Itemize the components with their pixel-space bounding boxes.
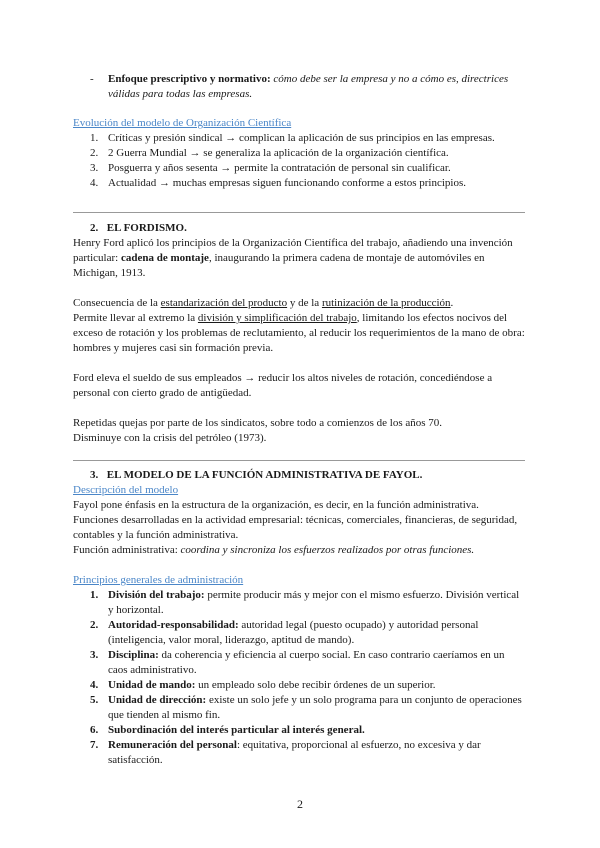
intro-bullet: [73, 72, 525, 102]
cadena-de-montaje: cadena de montaje: [120, 252, 209, 264]
evolution-section: [73, 116, 525, 191]
list-item: [73, 176, 525, 191]
principle-text: autoridad legal (puesto ocupado) y autoridad personal (inteligencia, valor moral, liderazgo, aptitud de mando).: [108, 619, 479, 646]
section-divider: [73, 212, 525, 213]
principle-text: da coherencia y eficiencia al cuerpo social. En caso contrario caeríamos en un caos administrativo.: [108, 649, 505, 676]
evolution-list: [73, 131, 525, 191]
page-number: 2: [297, 797, 303, 811]
fordismo-section: [73, 221, 525, 446]
fayol-heading: [73, 468, 525, 483]
list-item: [73, 648, 525, 678]
list-item: [73, 678, 525, 693]
list-num: 2.: [90, 147, 99, 159]
list-text: Actualidad → muchas empresas siguen funcionando conforme a estos principios.: [108, 177, 467, 189]
fordismo-heading: [73, 221, 525, 236]
list-item: [73, 588, 525, 618]
list-item: [73, 618, 525, 648]
fayol-desc-heading[interactable]: Descripción del modelo: [73, 484, 179, 496]
bullet-dash: -: [90, 73, 94, 85]
fordismo-p1: Henry Ford aplicó los principios de la Organización Científica del trabajo, añadiendo una invención particular: cadena de montaje, inaugurando la primera cadena de montaje de automóviles en Michigan, 1913.: [73, 237, 513, 279]
fayol-principles-heading[interactable]: Principios generales de administración: [73, 574, 244, 586]
principle-title: Remuneración del personal: [108, 739, 237, 751]
principle-text: : equitativa, proporcional al esfuerzo, no excesiva y dar satisfacción.: [108, 739, 481, 766]
list-num: 3.: [90, 162, 99, 174]
list-text: 2 Guerra Mundial → se generaliza la aplicación de la organización científica.: [108, 147, 449, 159]
fordismo-p3: Permite llevar al extremo la división y simplificación del trabajo, limitando los efectos nocivos del exceso de rotación y los problemas de reclutamiento, al reducir los requerimientos de la mano de obra: hombres y mujeres casi sin formación previa.: [73, 312, 525, 354]
fayol-section: [73, 468, 525, 768]
fordismo-p2: Consecuencia de la estandarización del producto y de la rutinización de la producción.: [73, 297, 454, 309]
intro-bold: Enfoque prescriptivo y normativo:: [108, 73, 271, 85]
evolution-heading[interactable]: Evolución del modelo de Organización Científica: [73, 117, 292, 129]
principle-title: Unidad de mando:: [108, 679, 196, 691]
intro-italic: cómo debe ser la empresa y no a cómo es, directrices válidas para todas las empresas.: [108, 73, 509, 100]
list-item: [73, 131, 525, 146]
list-num: 2.: [90, 619, 99, 631]
list-num: 4.: [90, 679, 99, 691]
principle-title: Disciplina:: [108, 649, 159, 661]
fordismo-p4: Ford eleva el sueldo de sus empleados → reducir los altos niveles de rotación, concediéndose a personal con cierto grado de antigüedad.: [73, 372, 493, 399]
fordismo-p5: Repetidas quejas por parte de los sindicatos, sobre todo a comienzos de los años 70.: [73, 417, 443, 429]
list-text: Posguerra y años sesenta → permite la contratación de personal sin cualificar.: [108, 162, 451, 174]
principle-title: División del trabajo:: [108, 589, 205, 601]
section-divider: [73, 460, 525, 461]
fayol-d3: Función administrativa: coordina y sincroniza los esfuerzos realizados por otras funciones.: [73, 544, 475, 556]
list-num: 1.: [90, 589, 99, 601]
list-item: [73, 723, 525, 738]
list-num: 1.: [90, 132, 99, 144]
principle-title: Autoridad-responsabilidad:: [108, 619, 239, 631]
principle-title: Unidad de dirección:: [108, 694, 207, 706]
section-number: 3.: [90, 469, 99, 481]
list-num: 5.: [90, 694, 99, 706]
section-title: EL MODELO DE LA FUNCIÓN ADMINISTRATIVA DE FAYOL.: [106, 469, 423, 481]
list-num: 6.: [90, 724, 99, 736]
principle-text: existe un solo jefe y un solo programa para un conjunto de operaciones que tienden al mismo fin.: [108, 694, 522, 721]
list-item: [73, 693, 525, 723]
list-num: 3.: [90, 649, 99, 661]
list-text: Críticas y presión sindical → complican la aplicación de sus principios en las empresas.: [108, 132, 495, 144]
list-item: [73, 738, 525, 768]
section-title: EL FORDISMO.: [106, 222, 187, 234]
fayol-d1: Fayol pone énfasis en la estructura de la organización, es decir, en la función administrativa.: [73, 499, 479, 511]
principles-list: [73, 588, 525, 768]
list-item: [73, 146, 525, 161]
fordismo-p6: Disminuye con la crisis del petróleo (1973).: [73, 432, 267, 444]
principle-title: Subordinación del interés particular al interés general.: [108, 724, 365, 736]
principle-text: permite producir más y mejor con el mismo esfuerzo. División vertical y horizontal.: [108, 589, 520, 616]
list-num: 7.: [90, 739, 99, 751]
list-num: 4.: [90, 177, 99, 189]
section-number: 2.: [90, 222, 99, 234]
list-item: [73, 161, 525, 176]
principle-text: un empleado solo debe recibir órdenes de un superior.: [195, 679, 436, 691]
fayol-d2: Funciones desarrolladas en la actividad empresarial: técnicas, comerciales, financieras, de seguridad, contables y la función administrativa.: [73, 514, 518, 541]
